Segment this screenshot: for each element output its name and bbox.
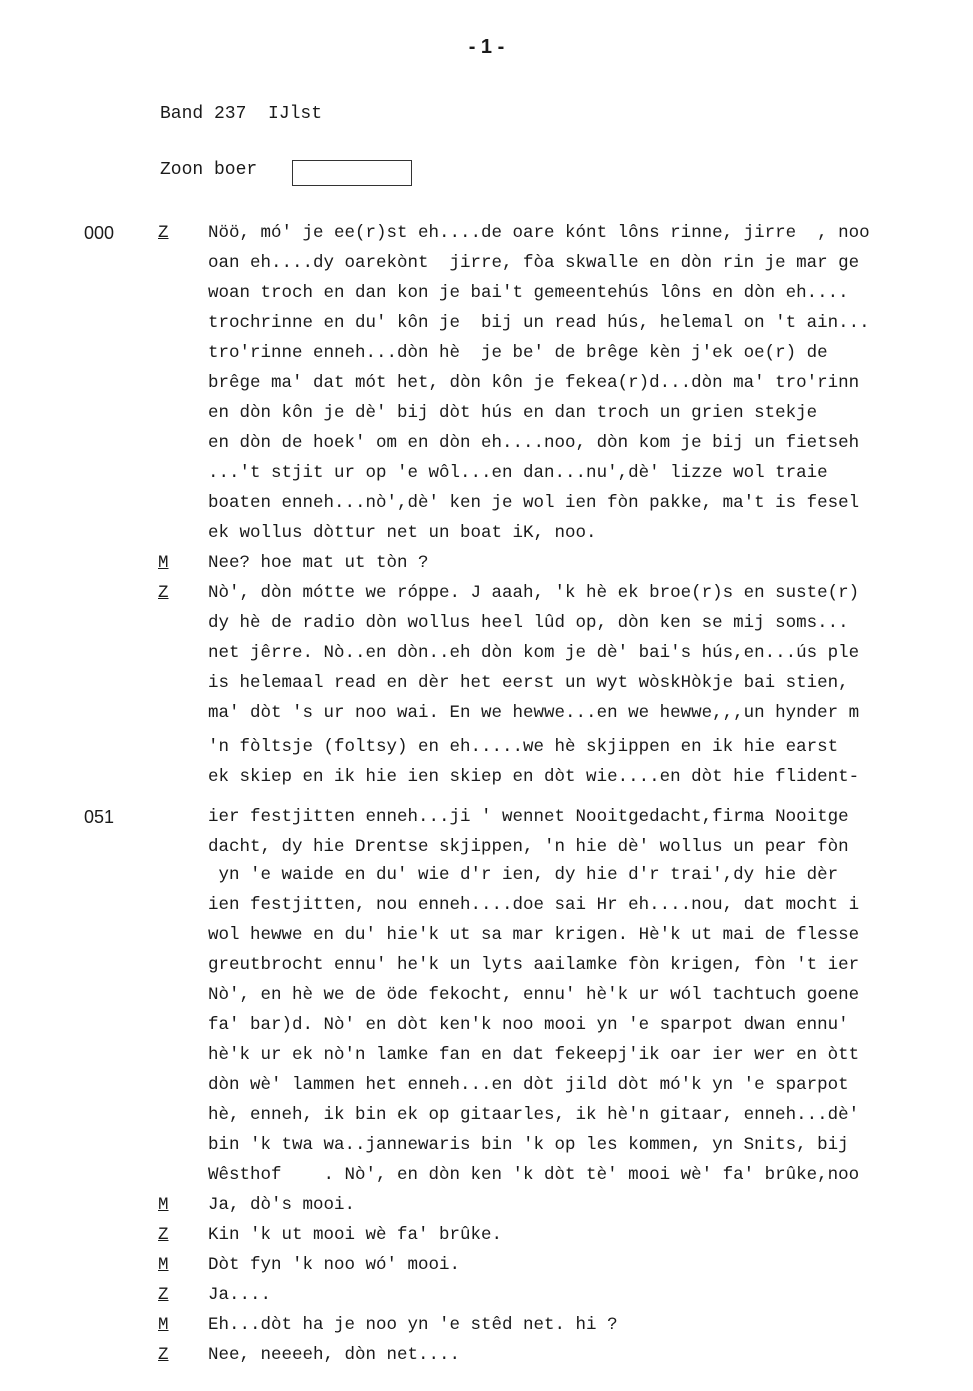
transcript-line: trochrinne en du' kôn je bij un read hús, helemal on 't ain... [208,313,870,333]
transcript-line: ier festjitten enneh...ji ' wennet Nooitgedacht,firma Nooitge [208,807,849,827]
transcript-line: 'n fòltsje (foltsy) en eh.....we hè skjippen en ik hie earst [208,737,839,757]
transcript-line: Nöö, mó' je ee(r)st eh....de oare kónt lôns rinne, jirre , noo [208,223,870,243]
transcript-line: yn 'e waide en du' wie d'r ien, dy hie d'r trai',dy hie dèr [208,865,839,885]
transcript-line: oan eh....dy oarekònt jirre, fòa skwalle en dòn rin je mar ge [208,253,860,273]
speaker-header: Zoon boer [160,160,258,180]
transcript-line: Wêsthof . Nò', en dòn ken 'k dòt tè' mooi wè' fa' brûke,noo [208,1165,860,1185]
transcript-line: wol hewwe en du' hie'k ut sa mar krigen. Hè'k ut mai de flesse [208,925,860,945]
speaker-label: Z [158,583,169,603]
transcript-line: Ja, dò's mooi. [208,1195,356,1215]
tape-counter: 000 [84,223,115,243]
transcript-line: Dòt fyn 'k noo wó' mooi. [208,1255,461,1275]
speaker-label: M [158,553,169,573]
transcript-line: hè, enneh, ik bin ek op gitaarles, ik hè'n gitaar, enneh...dè' [208,1105,860,1125]
transcript-line: boaten enneh...nò',dè' ken je wol ien fòn pakke, ma't is fesel [208,493,860,513]
speaker-label: M [158,1315,169,1335]
transcript-line: tro'rinne enneh...dòn hè je be' de brêge kèn j'ek oe(r) de [208,343,828,363]
transcript-line: bin 'k twa wa..jannewaris bin 'k op les kommen, yn Snits, bij [208,1135,849,1155]
transcript-line: Eh...dòt ha je noo yn 'e stêd net. hi ? [208,1315,618,1335]
transcript-line: fa' bar)d. Nò' en dòt ken'k noo mooi yn 'e sparpot dwan ennu' [208,1015,849,1035]
transcript-line: brêge ma' dat mót het, dòn kôn je fekea(r)d...dòn ma' tro'rinn [208,373,860,393]
speaker-label: Z [158,1345,169,1365]
speaker-label: M [158,1195,169,1215]
transcript-line: is helemaal read en dèr het eerst un wyt wòskHòkje bai stien, [208,673,849,693]
transcript-line: dòn wè' lammen het enneh...en dòt jild dòt mó'k yn 'e sparpot [208,1075,849,1095]
redacted-name-box [292,160,412,186]
transcript-line: ien festjitten, nou enneh....doe sai Hr eh....nou, dat mocht i [208,895,860,915]
transcript-line: greutbrocht ennu' he'k un lyts aailamke fòn krigen, fòn 't ier [208,955,860,975]
transcript-line: net jêrre. Nò..en dòn..eh dòn kom je dè' bai's hús,en...ús ple [208,643,860,663]
tape-counter: 051 [84,807,115,827]
transcript-line: ma' dòt 's ur noo wai. En we hewwe...en we hewwe,,,un hynder m [208,703,860,723]
transcript-line: dy hè de radio dòn wollus heel lûd op, dòn ken se mij soms... [208,613,849,633]
transcript-line: Ja.... [208,1285,272,1305]
transcript-line: ek skiep en ik hie ien skiep en dòt wie....en dòt hie flident- [208,767,860,787]
transcript-line: Nee? hoe mat ut tòn ? [208,553,429,573]
page-number: - 1 - [468,36,505,58]
speaker-label: Z [158,223,169,243]
transcript-line: Kin 'k ut mooi wè fa' brûke. [208,1225,503,1245]
transcript-line: hè'k ur ek nò'n lamke fan en dat fekeepj'ik oar ier wer en òtt [208,1045,860,1065]
transcript-line: ...'t stjit ur op 'e wôl...en dan...nu',dè' lizze wol traie [208,463,828,483]
transcript-line: dacht, dy hie Drentse skjippen, 'n hie dè' wollus un pear fòn [208,837,849,857]
transcript-line: woan troch en dan kon je bai't gemeentehús lôns en dòn eh.... [208,283,849,303]
speaker-label: Z [158,1225,169,1245]
transcript-line: Nò', en hè we de öde fekocht, ennu' hè'k ur wól tachtuch goene [208,985,860,1005]
transcript-line: Nee, neeeeh, dòn net.... [208,1345,461,1365]
transcript-line: en dòn kôn je dè' bij dòt hús en dan troch un grien stekje [208,403,818,423]
speaker-label: Z [158,1285,169,1305]
tape-header: Band 237 IJlst [160,104,323,124]
transcript-line: ek wollus dòttur net un boat iK, noo. [208,523,597,543]
speaker-label: M [158,1255,169,1275]
transcript-line: en dòn de hoek' om en dòn eh....noo, dòn kom je bij un fietseh [208,433,860,453]
transcript-line: Nò', dòn mótte we róppe. J aaah, 'k hè ek broe(r)s en suste(r) [208,583,860,603]
